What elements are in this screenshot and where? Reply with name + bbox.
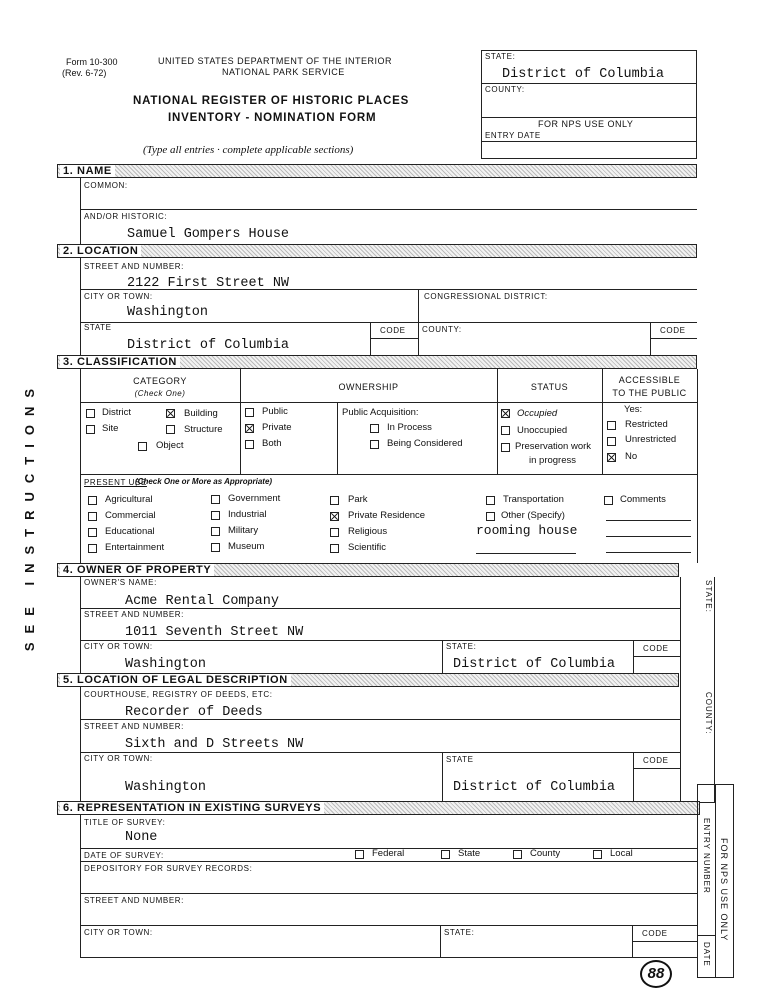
private-residence-label: Private Residence — [348, 510, 426, 521]
legal-code-label: CODE — [643, 756, 669, 765]
scientific-checkbox[interactable] — [330, 544, 339, 553]
museum-checkbox[interactable] — [211, 543, 220, 552]
section-legal-header: 5. LOCATION OF LEGAL DESCRIPTION — [57, 673, 679, 687]
section-classification-header: 3. CLASSIFICATION — [57, 355, 697, 369]
military-checkbox[interactable] — [211, 527, 220, 536]
present-use-hint: (Check One or More as Appropriate) — [135, 477, 273, 486]
side-date: DATE — [702, 942, 711, 967]
religious-label: Religious — [348, 526, 388, 537]
other-label: Other (Specify) — [501, 510, 565, 521]
public-acquisition-label: Public Acquisition: — [342, 407, 419, 418]
city-label: CITY OR TOWN: — [84, 292, 153, 301]
survey-title-value[interactable]: None — [125, 830, 158, 845]
survey-date-label: DATE OF SURVEY: — [84, 851, 164, 860]
accessible-yes-label: Yes: — [624, 404, 643, 415]
transportation-label: Transportation — [503, 494, 564, 505]
section-owner-header: 4. OWNER OF PROPERTY — [57, 563, 679, 577]
courthouse-label: COURTHOUSE, REGISTRY OF DEEDS, ETC: — [84, 690, 273, 699]
side-state-label: STATE: — [704, 580, 713, 613]
survey-title-label: TITLE OF SURVEY: — [84, 818, 166, 827]
educational-label: Educational — [105, 526, 155, 537]
museum-label: Museum — [228, 541, 265, 552]
occupied-checkbox[interactable] — [501, 409, 510, 418]
accessible-heading-1: ACCESSIBLE — [618, 375, 681, 385]
form-subtitle: INVENTORY - NOMINATION FORM — [168, 112, 377, 124]
building-label: Building — [184, 408, 218, 419]
legal-city-value[interactable]: Washington — [125, 780, 207, 795]
structure-checkbox[interactable] — [166, 425, 175, 434]
state-level-label: State — [458, 848, 481, 859]
military-label: Military — [228, 525, 259, 536]
private-label: Private — [262, 422, 292, 433]
nps-county-label: COUNTY: — [485, 85, 525, 94]
owner-state-value[interactable]: District of Columbia — [453, 657, 616, 672]
service-name: NATIONAL PARK SERVICE — [222, 67, 345, 77]
unrestricted-checkbox[interactable] — [607, 437, 616, 446]
other-checkbox[interactable] — [486, 512, 495, 521]
depository-label: DEPOSITORY FOR SURVEY RECORDS: — [84, 864, 253, 873]
section-location-header: 2. LOCATION — [57, 244, 697, 258]
owner-name-value[interactable]: Acme Rental Company — [125, 594, 279, 609]
unoccupied-checkbox[interactable] — [501, 426, 510, 435]
courthouse-value[interactable]: Recorder of Deeds — [125, 705, 263, 720]
owner-state-label: STATE: — [446, 642, 477, 651]
other-specify-value[interactable]: rooming house — [476, 523, 578, 538]
park-label: Park — [348, 494, 368, 505]
government-checkbox[interactable] — [211, 495, 220, 504]
occupied-label: Occupied — [517, 408, 558, 419]
district-checkbox[interactable] — [86, 409, 95, 418]
comments-checkbox[interactable] — [604, 496, 613, 505]
building-checkbox[interactable] — [166, 409, 175, 418]
in-process-label: In Process — [387, 422, 432, 433]
government-label: Government — [228, 493, 281, 504]
park-checkbox[interactable] — [330, 496, 339, 505]
county-code-label: CODE — [660, 326, 686, 335]
present-use-label: PRESENT USE — [84, 478, 147, 487]
local-level-checkbox[interactable] — [593, 850, 602, 859]
industrial-checkbox[interactable] — [211, 511, 220, 520]
congressional-district-label: CONGRESSIONAL DISTRICT: — [424, 292, 548, 301]
instructions-note: (Type all entries · complete applicable sections) — [143, 144, 354, 156]
private-checkbox[interactable] — [245, 424, 254, 433]
commercial-checkbox[interactable] — [88, 512, 97, 521]
ownership-heading: OWNERSHIP — [338, 382, 399, 392]
entertainment-label: Entertainment — [105, 542, 165, 553]
side-entry-number: ENTRY NUMBER — [702, 818, 711, 894]
public-checkbox[interactable] — [245, 408, 254, 417]
owner-name-label: OWNER'S NAME: — [84, 578, 157, 587]
in-process-checkbox[interactable] — [370, 424, 379, 433]
unoccupied-label: Unoccupied — [517, 425, 568, 436]
survey-code-label: CODE — [642, 929, 668, 938]
entertainment-checkbox[interactable] — [88, 544, 97, 553]
legal-city-label: CITY OR TOWN: — [84, 754, 153, 763]
section-name-header: 1. NAME — [57, 164, 697, 178]
entry-date-label: ENTRY DATE — [485, 131, 541, 140]
state-level-checkbox[interactable] — [441, 850, 450, 859]
being-considered-label: Being Considered — [387, 438, 463, 449]
being-considered-checkbox[interactable] — [370, 440, 379, 449]
page-number-circle — [640, 960, 672, 988]
street-value[interactable]: 2122 First Street NW — [127, 276, 290, 291]
survey-street-label: STREET AND NUMBER: — [84, 896, 184, 905]
legal-state-value[interactable]: District of Columbia — [453, 780, 616, 795]
no-access-checkbox[interactable] — [607, 453, 616, 462]
restricted-checkbox[interactable] — [607, 421, 616, 430]
form-revision: (Rev. 6-72) — [62, 68, 107, 78]
religious-checkbox[interactable] — [330, 528, 339, 537]
object-label: Object — [156, 440, 184, 451]
nps-state-label: STATE: — [485, 52, 516, 61]
survey-city-label: CITY OR TOWN: — [84, 928, 153, 937]
see-instructions-side: SEE INSTRUCTIONS — [22, 380, 37, 652]
side-county-label: COUNTY: — [704, 692, 713, 735]
agricultural-checkbox[interactable] — [88, 496, 97, 505]
scientific-label: Scientific — [348, 542, 387, 553]
owner-code-label: CODE — [643, 644, 669, 653]
section-surveys-header: 6. REPRESENTATION IN EXISTING SURVEYS — [57, 801, 700, 815]
state-value[interactable]: District of Columbia — [127, 338, 290, 353]
owner-street-label: STREET AND NUMBER: — [84, 610, 184, 619]
federal-checkbox[interactable] — [355, 850, 364, 859]
category-heading: CATEGORY — [133, 376, 187, 386]
no-access-label: No — [625, 451, 638, 462]
comments-label: Comments — [620, 494, 666, 505]
county-level-checkbox[interactable] — [513, 850, 522, 859]
side-nps-use-only: FOR NPS USE ONLY — [719, 838, 729, 942]
nps-use-only: FOR NPS USE ONLY — [538, 119, 634, 129]
accessible-heading-2: TO THE PUBLIC — [612, 388, 687, 398]
industrial-label: Industrial — [228, 509, 267, 520]
owner-street-value[interactable]: 1011 Seventh Street NW — [125, 625, 304, 640]
object-checkbox[interactable] — [138, 442, 147, 451]
site-label: Site — [102, 423, 119, 434]
page-number: 88 — [647, 965, 665, 982]
public-label: Public — [262, 406, 288, 417]
survey-state-label: STATE: — [444, 928, 475, 937]
form-id: Form 10-300 — [66, 57, 118, 67]
transportation-checkbox[interactable] — [486, 496, 495, 505]
commercial-label: Commercial — [105, 510, 156, 521]
category-subheading: (Check One) — [134, 389, 186, 398]
local-level-label: Local — [610, 848, 633, 859]
historic-name-value[interactable]: Samuel Gompers House — [127, 227, 290, 242]
both-checkbox[interactable] — [245, 440, 254, 449]
legal-street-label: STREET AND NUMBER: — [84, 722, 184, 731]
owner-city-label: CITY OR TOWN: — [84, 642, 153, 651]
owner-city-value[interactable]: Washington — [125, 657, 207, 672]
nps-state-value[interactable]: District of Columbia — [502, 67, 665, 82]
state-code-label: CODE — [380, 326, 406, 335]
county-label: COUNTY: — [422, 325, 462, 334]
county-level-label: County — [530, 848, 561, 859]
private-residence-checkbox[interactable] — [330, 512, 339, 521]
site-checkbox[interactable] — [86, 425, 95, 434]
both-label: Both — [262, 438, 282, 449]
district-label: District — [102, 407, 132, 418]
preservation-checkbox[interactable] — [501, 443, 510, 452]
city-value[interactable]: Washington — [127, 305, 209, 320]
restricted-label: Restricted — [625, 419, 668, 430]
status-heading: STATUS — [530, 382, 569, 392]
street-label: STREET AND NUMBER: — [84, 262, 184, 271]
state-label: STATE — [84, 323, 112, 332]
preservation-label: Preservation work — [515, 441, 592, 452]
legal-street-value[interactable]: Sixth and D Streets NW — [125, 737, 304, 752]
form-title: NATIONAL REGISTER OF HISTORIC PLACES — [133, 95, 410, 107]
structure-label: Structure — [184, 424, 223, 435]
federal-label: Federal — [372, 848, 405, 859]
unrestricted-label: Unrestricted — [625, 434, 677, 445]
department-name: UNITED STATES DEPARTMENT OF THE INTERIOR — [158, 56, 393, 66]
historic-label: AND/OR HISTORIC: — [84, 212, 168, 221]
educational-checkbox[interactable] — [88, 528, 97, 537]
agricultural-label: Agricultural — [105, 494, 153, 505]
common-label: COMMON: — [84, 181, 128, 190]
legal-state-label: STATE — [446, 755, 474, 764]
in-progress-label: in progress — [529, 455, 576, 466]
